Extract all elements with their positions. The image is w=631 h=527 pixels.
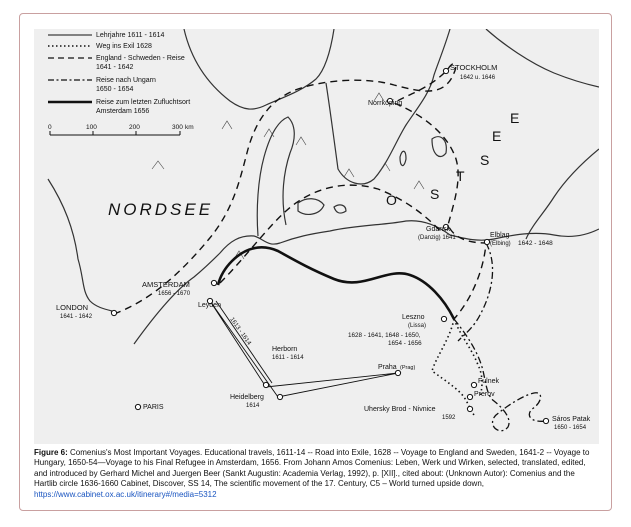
- elblag-marker: [484, 239, 489, 244]
- norrkoping-label: Norrköping: [368, 100, 403, 107]
- fulnek-marker: [471, 382, 476, 387]
- legend-label: Weg ins Exil 1628: [96, 43, 152, 50]
- ship-mark: [344, 169, 354, 177]
- map-image: [34, 29, 599, 444]
- legend-label: England - Schweden - Reise: [96, 55, 185, 62]
- amsterdam-marker: [211, 280, 216, 285]
- voyages-map: [34, 29, 599, 444]
- fulnek-label: Fulnek: [478, 378, 500, 385]
- zealand-island: [298, 199, 324, 215]
- caption-lead: Figure 6:: [34, 448, 68, 457]
- heidelberg-dates: 1614: [246, 403, 260, 409]
- leszno-dates-2: 1654 - 1656: [388, 340, 422, 347]
- saros-label: Sáros Patak: [552, 416, 591, 423]
- leyden-label: Leyden: [198, 302, 221, 309]
- britain-coast: [48, 179, 112, 311]
- figure-caption: [34, 448, 599, 506]
- uhersky-label: Uhersky Brod - Nivnice: [364, 406, 436, 413]
- figure-frame: [19, 13, 612, 511]
- city-markers: [111, 68, 548, 423]
- baltic-letter: E: [510, 110, 520, 126]
- route-exile: [432, 319, 474, 415]
- elblag-label: Elblag: [490, 232, 510, 239]
- baltic-letter: T: [456, 168, 465, 184]
- amsterdam-dates: 1656 - 1670: [158, 291, 191, 297]
- baltic-letter: S: [480, 152, 490, 168]
- heidelberg-marker: [277, 394, 282, 399]
- baltic-east-coast: [526, 149, 599, 239]
- saros-marker: [543, 418, 548, 423]
- caption-text: Comenius's Most Important Voyages. Educational travels, 1611-14 -- Road into Exile, 1628 -- Voyage to England and Sweden, 1641-2 -- Voyage to Hungary, 1650-54—Voyage to his Final Refugee in Amsterdam, 1656. From Johann Amos Comenius: Leben, Werk und Wirken, selected, translated, edited, and introduced by Gerhard Michel and Juergen Beer (Sankt Augustin: Academia Verlag, 1992), p. [XII]., cited about: (Unknown Autor): Comenius and the Hartlib circle 1636-1660 Cabinet, Discover, SS 14, The scientific movement of the 17. Century, C5 – World turned upside down,: [34, 448, 590, 489]
- elblag-dates: 1642 - 1648: [518, 240, 553, 247]
- north-sea-label: NORDSEE: [108, 200, 214, 219]
- herborn-marker: [263, 382, 268, 387]
- ship-mark: [222, 121, 232, 129]
- paris-marker: [135, 404, 140, 409]
- danish-island: [334, 205, 346, 213]
- scale-tick-label: 0: [48, 124, 52, 131]
- baltic-letter: O: [386, 192, 397, 208]
- educational-route-label: 1613 - 1614: [228, 316, 252, 347]
- heidelberg-label: Heidelberg: [230, 394, 264, 401]
- ship-mark: [296, 137, 306, 145]
- legend-label-line2: 1641 - 1642: [96, 64, 134, 71]
- oland-island: [400, 151, 406, 165]
- gdansk-alt: (Danzig) 1641: [418, 235, 456, 241]
- uhersky-dates: 1592: [442, 415, 456, 421]
- stockholm-label: STOCKHOLM: [450, 63, 498, 72]
- elblag-alt: (Elbing): [490, 241, 511, 247]
- legend-label-line2: Amsterdam 1656: [96, 108, 150, 115]
- scale-tick-label: 300: [172, 124, 183, 131]
- route-hungary-baltic: [458, 243, 493, 341]
- finland-coast: [486, 29, 599, 87]
- leszno-alt: (Lissa): [408, 323, 427, 329]
- praha-marker: [395, 370, 400, 375]
- amsterdam-label: AMSTERDAM: [142, 280, 190, 289]
- legend-label: Reise nach Ungarn: [96, 77, 156, 84]
- scale-tick-label: 200: [129, 124, 140, 131]
- leszno-marker: [441, 316, 446, 321]
- route-final-refuge: [218, 247, 454, 319]
- route-educational: [210, 301, 398, 397]
- ship-mark: [414, 181, 424, 189]
- map-legend: [48, 32, 194, 135]
- scale-tick-label: 100: [86, 124, 97, 131]
- baltic-letter: E: [492, 128, 502, 144]
- route-england-sweden-return: [220, 185, 442, 283]
- london-label: LONDON: [56, 303, 89, 312]
- london-dates: 1641 - 1642: [60, 314, 93, 320]
- jutland-coast: [257, 117, 294, 236]
- gdansk-label: Gdansk: [426, 226, 451, 233]
- legend-label: Lehrjahre 1611 - 1614: [96, 32, 165, 39]
- uhersky-marker: [467, 406, 472, 411]
- praha-alt: (Prag): [400, 365, 416, 371]
- prerov-label: Prerov: [474, 391, 495, 398]
- baltic-letter: S: [430, 186, 440, 202]
- legend-label: Reise zum letzten Zufluchtsort: [96, 99, 191, 106]
- herborn-label: Herborn: [272, 346, 298, 353]
- paris-label: PARIS: [143, 404, 164, 411]
- saros-dates: 1650 - 1654: [554, 425, 587, 431]
- leszno-label: Leszno: [402, 314, 425, 321]
- sea-texture: [152, 93, 424, 259]
- ship-mark: [152, 161, 164, 169]
- norway-coast: [184, 29, 334, 109]
- leszno-dates: 1628 - 1641, 1648 - 1650,: [348, 332, 421, 339]
- scale-unit: km: [185, 124, 194, 131]
- london-marker: [111, 310, 116, 315]
- legend-label-line2: 1650 - 1654: [96, 86, 134, 93]
- stockholm-dates: 1642 u. 1646: [460, 75, 496, 81]
- stockholm-marker: [443, 68, 448, 73]
- gotland-island: [432, 137, 446, 157]
- caption-link[interactable]: https://www.cabinet.ox.ac.uk/itinerary#/media=5312: [34, 489, 217, 499]
- praha-label: Praha: [378, 364, 397, 371]
- prerov-marker: [467, 394, 472, 399]
- route-hungary: [454, 319, 546, 431]
- herborn-dates: 1611 - 1614: [272, 355, 304, 361]
